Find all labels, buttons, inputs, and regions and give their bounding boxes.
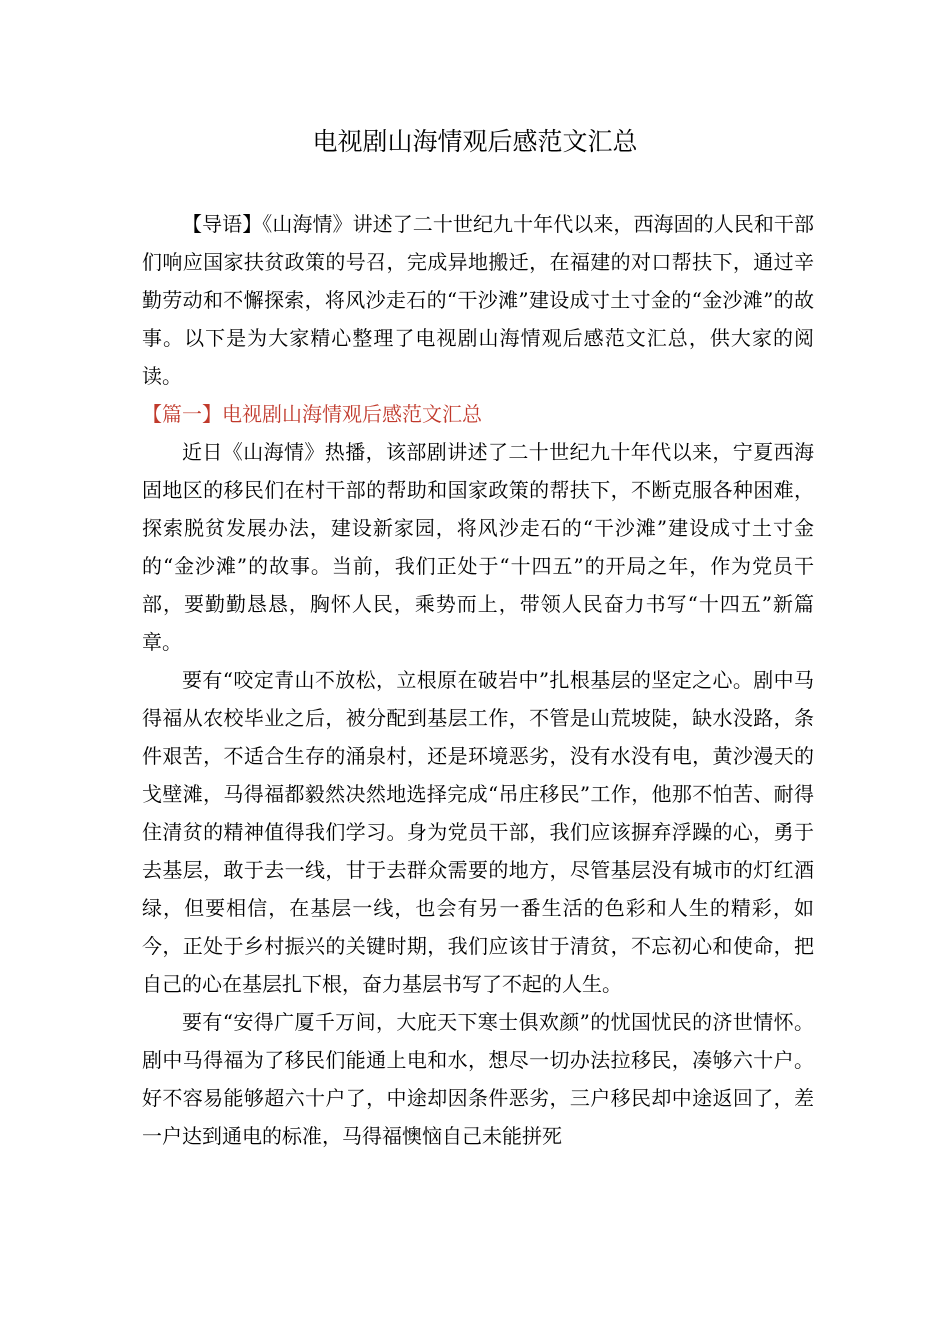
body-paragraph: 要有“咬定青山不放松，立根原在破岩中”扎根基层的坚定之心。剧中马得福从农校毕业之后，被分配到基层工作，不管是山荒坡陡，缺水没路，条件艰苦，不适合生存的涌泉村，还是环境恶劣，没有水没有电，黄沙漫天的戈壁滩，马得福都毅然决然地选择完成“吊庄移民”工作，他那不怕苦、耐得住清贫的精神值得我们学习。身为党员干部，我们应该摒弃浮躁的心，勇于去基层，敢于去一线，甘于去群众需要的地方，尽管基层没有城市的灯红酒绿，但要相信，在基层一线，也会有另一番生活的色彩和人生的精彩，如今，正处于乡村振兴的关键时期，我们应该甘于清贫，不忘初心和使命，把自己的心在基层扎下根，奋力基层书写了不起的人生。	[142, 668, 814, 996]
body-paragraph: 要有“安得广厦千万间，大庇天下寒士俱欢颜”的忧国忧民的济世情怀。剧中马得福为了移民们能通上电和水，想尽一切办法拉移民，凑够六十户。好不容易能够超六十户了，中途却因条件恶劣，三户移民却中途返回了，差一户达到通电的标准，马得福懊恼自己未能拼死	[142, 1010, 814, 1148]
body-paragraph: 近日《山海情》热播，该部剧讲述了二十世纪九十年代以来，宁夏西海固地区的移民们在村干部的帮助和国家政策的帮扶下，不断克服各种困难，探索脱贫发展办法，建设新家园，将风沙走石的“干沙滩”建设成寸土寸金的“金沙滩”的故事。当前，我们正处于“十四五”的开局之年，作为党员干部，要勤勤恳恳，胸怀人民，乘势而上，带领人民奋力书写“十四五”新篇章。	[142, 440, 814, 654]
intro-paragraph: 【导语】《山海情》讲述了二十世纪九十年代以来，西海固的人民和干部们响应国家扶贫政策的号召，完成异地搬迁，在福建的对口帮扶下，通过辛勤劳动和不懈探索，将风沙走石的“干沙滩”建设成寸土寸金的“金沙滩”的故事。以下是为大家精心整理了电视剧山海情观后感范文汇总，供大家的阅读。	[142, 212, 814, 388]
document-body	[142, 205, 814, 1155]
document-title: 电视剧山海情观后感范文汇总	[312, 127, 638, 156]
section-heading: 【篇一】电视剧山海情观后感范文汇总	[142, 402, 482, 426]
